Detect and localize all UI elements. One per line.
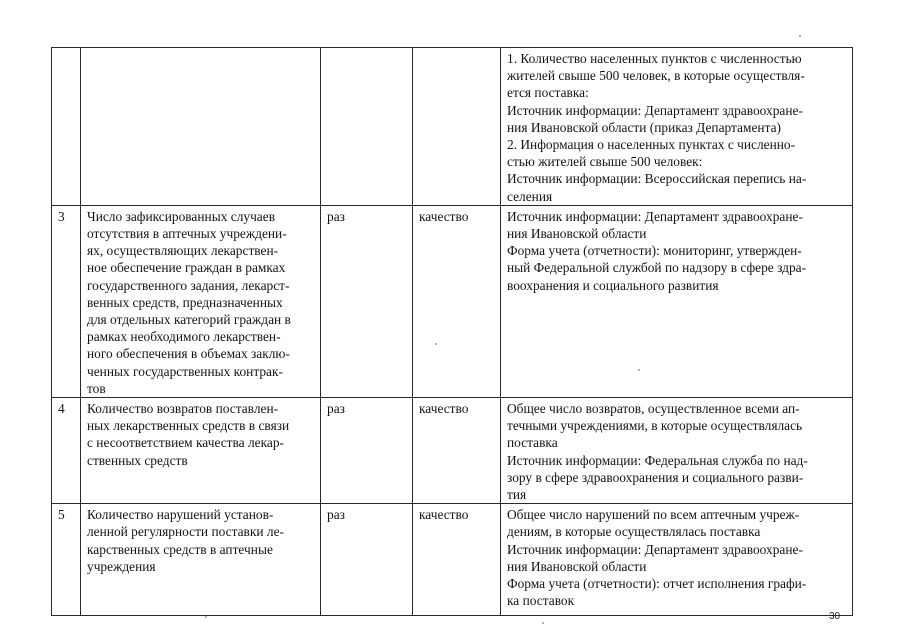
source-cell: [501, 504, 853, 616]
indicator-cell-line: ях, осуществляющих лекарствен-: [87, 243, 279, 259]
indicator-cell-line: с несоответствием качества лекар-: [87, 435, 284, 451]
indicator-cell-line: рамках необходимого лекарствен-: [87, 329, 281, 345]
row-number-cell: 3: [52, 205, 81, 397]
page-number: 30: [829, 611, 841, 622]
indicator-cell-line: Число зафиксированных случаев: [87, 208, 276, 224]
scan-speck: [205, 616, 207, 618]
indicator-cell-line: ного обеспечения в объемах заклю-: [87, 346, 290, 362]
source-cell-line: 2. Информация о населенных пунктах с численно-: [507, 137, 796, 153]
source-cell-line: стью жителей свыше 500 человек:: [507, 154, 703, 170]
indicator-cell-line: венных средств, предназначенных: [87, 294, 283, 310]
source-cell-line: воохранения и социального развития: [507, 277, 719, 293]
source-cell-line: селения: [507, 188, 553, 204]
type-cell: качество: [413, 398, 501, 504]
indicators-table: [51, 47, 853, 616]
source-cell-line: Источник информации: Всероссийская перепись на-: [507, 171, 807, 187]
indicator-cell-line: карственных средств в аптечные: [87, 541, 273, 557]
unit-cell: раз: [321, 504, 413, 616]
source-cell-line: ния Ивановской области: [507, 558, 647, 574]
indicator-cell-line: Количество нарушений установ-: [87, 507, 274, 523]
indicator-cell-line: тов: [87, 380, 106, 396]
source-cell-line: Форма учета (отчетности): мониторинг, утвержден-: [507, 243, 802, 259]
source-cell-line: ный Федеральной службой по надзору в сфере здра-: [507, 260, 807, 276]
source-cell-line: ния Ивановской области: [507, 226, 647, 242]
table-row: [52, 205, 853, 397]
source-cell-line: ется поставка:: [507, 85, 589, 101]
source-cell-line: Общее число нарушений по всем аптечным учреж-: [507, 507, 800, 523]
source-cell: [501, 398, 853, 504]
indicator-cell: [81, 504, 321, 616]
indicator-cell-line: ленной регулярности поставки ле-: [87, 524, 284, 540]
indicator-cell-line: для отдельных категорий граждан в: [87, 312, 291, 328]
indicator-cell-line: ное обеспечение граждан в рамках: [87, 260, 286, 276]
unit-cell: [321, 48, 413, 206]
table-row: [52, 504, 853, 616]
source-cell: [501, 205, 853, 397]
type-cell: качество: [413, 504, 501, 616]
source-cell-line: Источник информации: Федеральная служба по над-: [507, 452, 808, 468]
source-cell-line: тия: [507, 487, 527, 503]
indicator-cell-line: государственного задания, лекарст-: [87, 277, 290, 293]
source-cell-line: зору в сфере здравоохранения и социального разви-: [507, 469, 804, 485]
row-number-cell: 4: [52, 398, 81, 504]
source-cell-line: Общее число возвратов, осуществленное всеми ап-: [507, 401, 800, 417]
source-cell-line: жителей свыше 500 человек, в которые осуществля-: [507, 68, 805, 84]
row-number-cell: [52, 48, 81, 206]
table-row: [52, 398, 853, 504]
indicator-cell-line: ственных средств: [87, 452, 188, 468]
indicator-cell-line: отсутствия в аптечных учреждени-: [87, 226, 287, 242]
source-cell: [501, 48, 853, 206]
source-cell-line: 1. Количество населенных пунктов с численностью: [507, 51, 802, 66]
source-cell-line: дениям, в которые осуществлялась поставка: [507, 524, 761, 540]
table-body: [52, 48, 853, 616]
source-cell-line: Источник информации: Департамент здравоохране-: [507, 102, 803, 118]
source-cell-line: поставка: [507, 435, 558, 451]
source-cell-line: Источник информации: Департамент здравоохране-: [507, 541, 803, 557]
indicator-cell-line: учреждения: [87, 558, 156, 574]
indicator-cell: [81, 398, 321, 504]
type-cell: качество: [413, 205, 501, 397]
table-row: [52, 48, 853, 206]
source-cell-line: ка поставок: [507, 593, 575, 609]
indicator-cell: [81, 205, 321, 397]
source-cell-line: Форма учета (отчетности): отчет исполнения графи-: [507, 576, 807, 592]
indicator-cell-line: ченных государственных контрак-: [87, 363, 283, 379]
scan-speck: [638, 369, 640, 371]
source-cell-line: ния Ивановской области (приказ Департамента): [507, 119, 781, 135]
indicator-cell-line: ных лекарственных средств в связи: [87, 418, 290, 434]
row-number-cell: 5: [52, 504, 81, 616]
source-cell-line: течными учреждениями, в которые осуществлялась: [507, 418, 803, 434]
indicator-cell: [81, 48, 321, 206]
scan-speck: [542, 622, 544, 624]
source-cell-line: Источник информации: Департамент здравоохране-: [507, 208, 803, 224]
scan-speck: [799, 35, 801, 37]
scan-speck: [435, 343, 437, 345]
type-cell: [413, 48, 501, 206]
unit-cell: раз: [321, 398, 413, 504]
indicator-cell-line: Количество возвратов поставлен-: [87, 401, 279, 417]
unit-cell: раз: [321, 205, 413, 397]
